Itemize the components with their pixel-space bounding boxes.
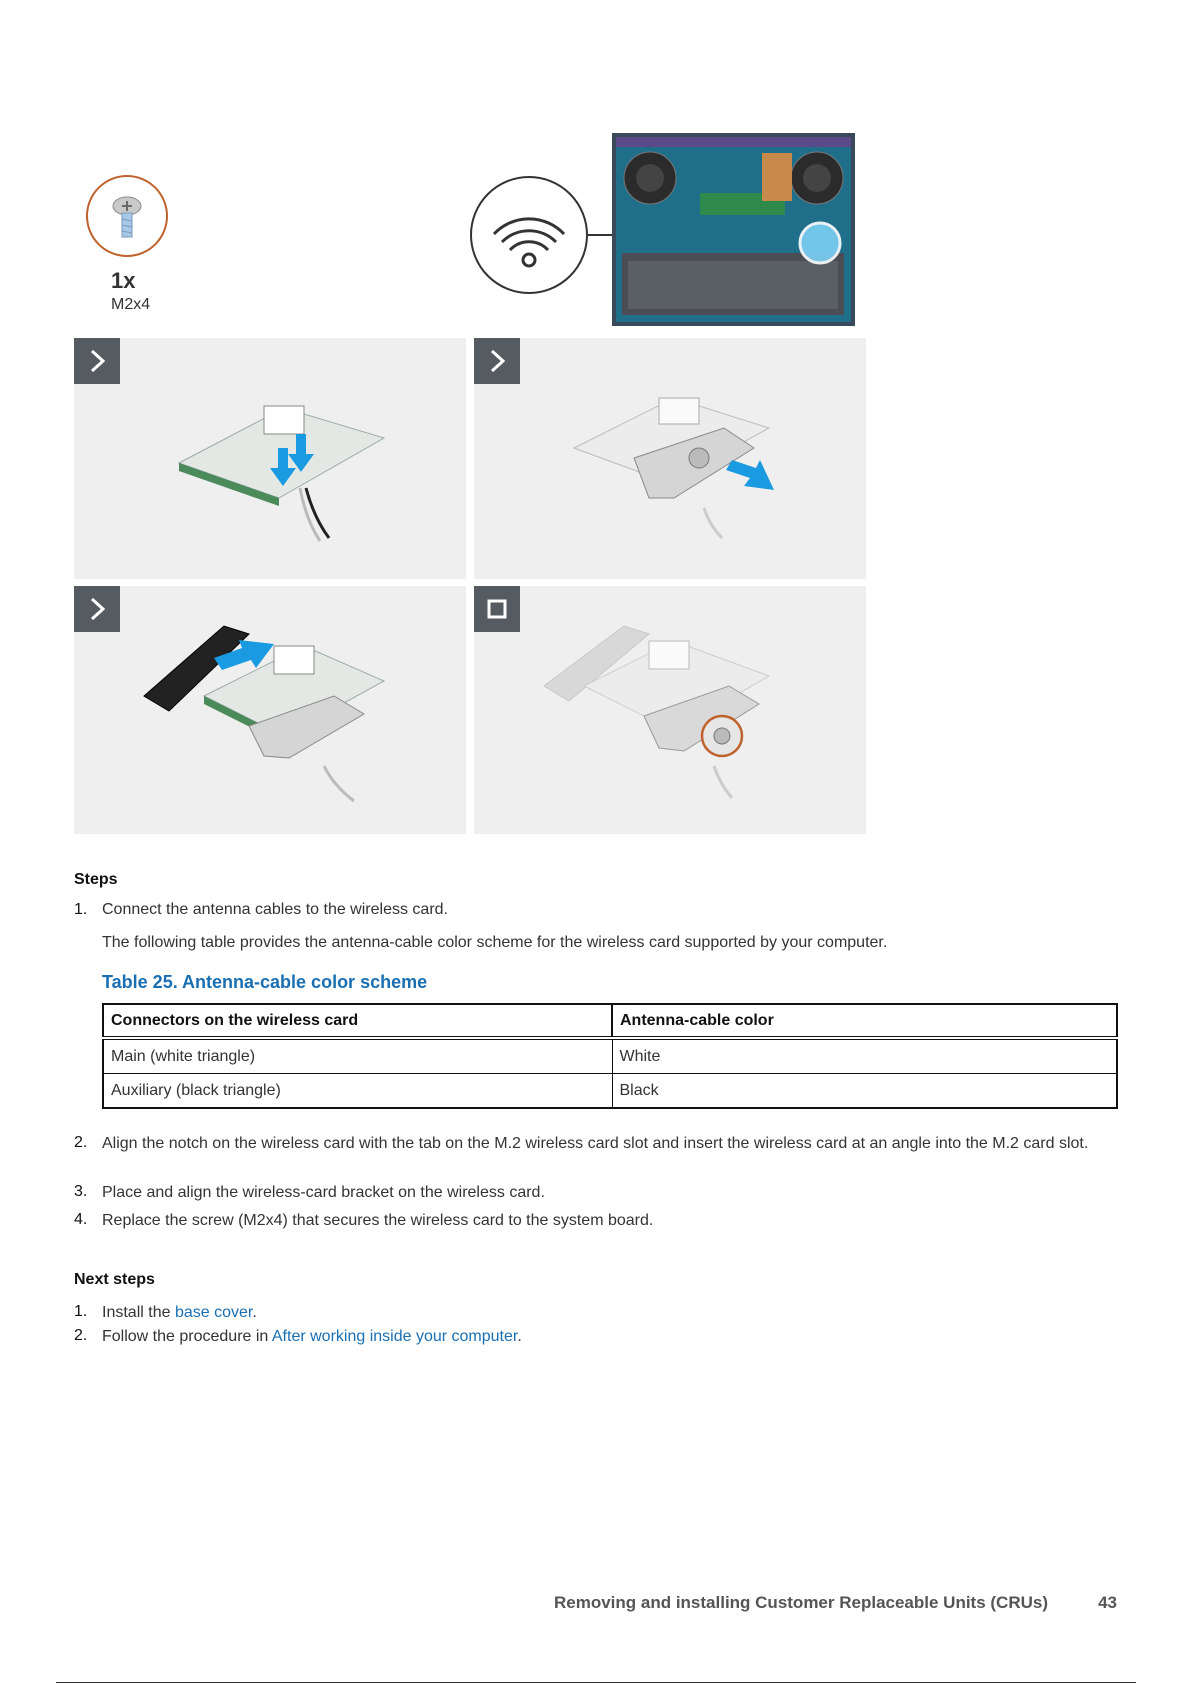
step-marker: [474, 338, 520, 384]
table-header-row: [103, 1004, 1117, 1038]
step-marker: [74, 586, 120, 632]
table-cell: Main (white triangle): [103, 1038, 612, 1074]
next-step-text: [102, 1303, 257, 1323]
step-panel-place-bracket: [474, 338, 866, 579]
screw-icon: [88, 177, 166, 255]
step-marker: [474, 586, 520, 632]
card-insert-image: [74, 586, 466, 834]
laptop-bottom-image: [612, 133, 855, 326]
next-step-text: [102, 1327, 522, 1347]
step-panel-insert-card: [74, 586, 466, 834]
step-marker: [74, 338, 120, 384]
step-text: Align the notch on the wireless card with the tab on the M.2 wireless card slot and insert the wireless card at an angle into the M.2 card slot.: [102, 1135, 1089, 1152]
step-text: Connect the antenna cables to the wireless card.: [102, 901, 448, 918]
next-step-prefix: Install the: [102, 1304, 175, 1321]
table-row: [103, 1074, 1117, 1109]
table-header: Antenna-cable color: [612, 1004, 1117, 1038]
table-row: [103, 1038, 1117, 1074]
chevron-right-icon: [474, 338, 520, 384]
step-number: 2.: [74, 1134, 88, 1151]
screw-quantity: 1x: [111, 268, 136, 293]
table-cell: Auxiliary (black triangle): [103, 1074, 612, 1109]
antenna-cable-connect-image: [74, 338, 466, 579]
table-cell: White: [612, 1038, 1117, 1074]
footer-section-title: Removing and installing Customer Replaceable Units (CRUs): [553, 1593, 1048, 1612]
wifi-callout: [470, 176, 588, 294]
table-intro: The following table provides the antenna-cable color scheme for the wireless card supported by your computer.: [102, 934, 888, 951]
step-number: 2.: [74, 1327, 88, 1344]
step-number: 1.: [74, 1303, 88, 1320]
step-panel-connect-cables: [74, 338, 466, 579]
step-text: Replace the screw (M2x4) that secures the wireless card to the system board.: [102, 1212, 654, 1229]
step-number: 1.: [74, 901, 88, 918]
screw-type: M2x4: [111, 296, 151, 313]
step-number: 4.: [74, 1211, 88, 1228]
next-step-suffix: .: [252, 1304, 257, 1321]
footer-divider: [56, 1682, 1136, 1683]
screw-callout: [86, 175, 168, 257]
table-cell: Black: [612, 1074, 1117, 1109]
bracket-place-image: [474, 338, 866, 579]
wifi-icon: [472, 178, 586, 292]
antenna-color-table: [102, 1003, 1118, 1109]
next-step-suffix: .: [517, 1328, 522, 1345]
step-number: 3.: [74, 1183, 88, 1200]
next-step-prefix: Follow the procedure in: [102, 1328, 272, 1345]
base-cover-link[interactable]: base cover: [174, 1304, 253, 1321]
after-working-link[interactable]: After working inside your computer: [271, 1328, 518, 1345]
table-title: Table 25. Antenna-cable color scheme: [102, 972, 428, 992]
table-header: Connectors on the wireless card: [103, 1004, 612, 1038]
next-steps-heading: Next steps: [74, 1271, 155, 1288]
chevron-right-icon: [74, 586, 120, 632]
stop-square-icon: [474, 586, 520, 632]
step-panel-install-screw: [474, 586, 866, 834]
chevron-right-icon: [74, 338, 120, 384]
page-number: 43: [1098, 1593, 1117, 1612]
steps-heading: Steps: [74, 871, 118, 888]
screw-install-image: [474, 586, 866, 834]
step-text: Place and align the wireless-card bracket on the wireless card.: [102, 1184, 545, 1201]
